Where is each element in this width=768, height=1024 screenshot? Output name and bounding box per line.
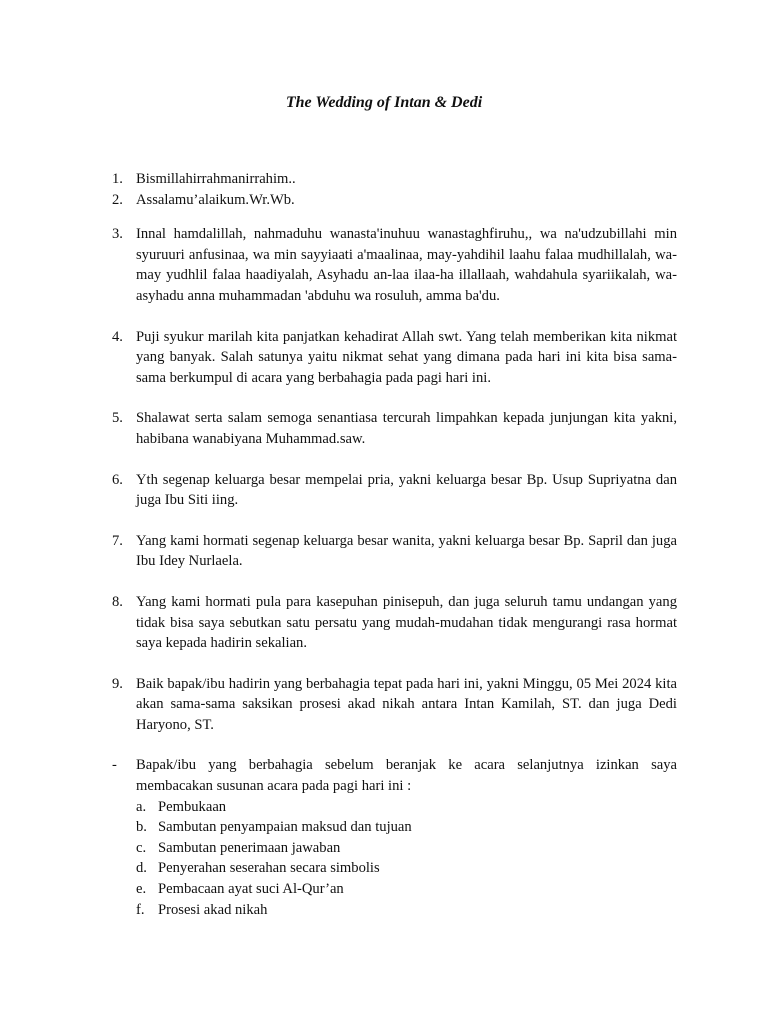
- list-item: [0, 470, 768, 511]
- list-item: [0, 592, 768, 654]
- list-item: [0, 169, 768, 190]
- list-marker: 2.: [112, 191, 123, 208]
- list-marker: 9.: [112, 675, 123, 692]
- agenda-item: [136, 858, 677, 879]
- list-item-text: Bapak/ibu yang berbahagia sebelum beranjak ke acara selanjutnya izinkan saya membacakan susunan acara pada pagi hari ini :: [136, 757, 677, 795]
- list-marker: 1.: [112, 171, 123, 187]
- agenda-marker: e.: [136, 881, 147, 898]
- agenda-item: [136, 879, 677, 900]
- agenda-item-text: Pembacaan ayat suci Al-Qur’an: [158, 881, 344, 898]
- list-item-text: Yang kami hormati segenap keluarga besar wanita, yakni keluarga besar Bp. Sapril dan juga Ibu Idey Nurlaela.: [136, 532, 677, 570]
- list-marker: 6.: [112, 471, 123, 488]
- list-item-text: Baik bapak/ibu hadirin yang berbahagia tepat pada hari ini, yakni Minggu, 05 Mei 2024 kita akan sama-sama saksikan prosesi akad nikah antara Intan Kamilah, ST. dan juga Dedi Haryono, ST.: [136, 675, 677, 733]
- agenda-marker: a.: [136, 798, 147, 815]
- agenda-marker: d.: [136, 860, 147, 877]
- agenda-item: [136, 797, 677, 818]
- numbered-list: [0, 169, 768, 920]
- list-item-text: Yang kami hormati pula para kasepuhan pinisepuh, dan juga seluruh tamu undangan yang tidak bisa saya sebutkan satu persatu yang mudah-mudahan tidak mengurangi rasa hormat saya kepada hadirin sekalian.: [136, 593, 677, 652]
- list-marker: 7.: [112, 532, 123, 549]
- list-item: [0, 674, 768, 736]
- list-marker: -: [112, 757, 117, 774]
- list-item-text: Innal hamdalillah, nahmaduhu wanasta'inuhuu wanastaghfiruhu,, wa na'udzubillahi min syuruuri anfusinaa, wa min sayyiaati a'maalinaa, may-yahdihil laahu falaa mudhillalah, wa-may yudhlil falaa haadiyalah, Asyhadu an-laa ilaa-ha illallaah, wahdahula syariikalah, wa-asyhadu anna muhammadan 'abduhu wa rosuluh, amma ba'du.: [136, 226, 677, 304]
- list-item-text: Bismillahirrahmanirrahim..: [136, 171, 296, 187]
- list-item: [0, 408, 768, 449]
- agenda-item: [136, 900, 677, 921]
- agenda-marker: c.: [136, 839, 147, 856]
- agenda-item-text: Prosesi akad nikah: [158, 901, 268, 918]
- agenda-item: [136, 817, 677, 838]
- agenda-item-text: Sambutan penerimaan jawaban: [158, 839, 341, 856]
- list-item: [0, 190, 768, 211]
- list-marker: 4.: [112, 328, 123, 345]
- list-marker: 3.: [112, 226, 123, 243]
- list-item-text: Shalawat serta salam semoga senantiasa tercurah limpahkan kepada junjungan kita yakni, habibana wanabiyana Muhammad.saw.: [136, 410, 677, 447]
- list-item-text: Assalamu’alaikum.Wr.Wb.: [136, 191, 295, 208]
- list-item: [0, 224, 768, 306]
- list-item-text: Yth segenap keluarga besar mempelai pria, yakni keluarga besar Bp. Usup Supriyatna dan juga Ibu Siti iing.: [136, 471, 677, 509]
- list-item: [0, 531, 768, 572]
- agenda-marker: f.: [136, 901, 145, 918]
- agenda-list: [136, 797, 677, 921]
- list-marker: 5.: [112, 410, 123, 427]
- list-item: [0, 755, 768, 920]
- agenda-item: [136, 838, 677, 859]
- list-marker: 8.: [112, 593, 123, 610]
- agenda-item-text: Penyerahan seserahan secara simbolis: [158, 860, 380, 877]
- agenda-marker: b.: [136, 819, 147, 836]
- list-item-text: Puji syukur marilah kita panjatkan kehadirat Allah swt. Yang telah memberikan kita nikmat yang banyak. Salah satunya yaitu nikmat sehat yang dimana pada hari ini kita bisa sama-sama berkumpul di acara yang berbahagia pada pagi hari ini.: [136, 328, 677, 386]
- document-title: The Wedding of Intan & Dedi: [285, 94, 483, 111]
- agenda-item-text: Sambutan penyampaian maksud dan tujuan: [158, 819, 412, 836]
- agenda-item-text: Pembukaan: [158, 798, 227, 815]
- list-item: [0, 327, 768, 389]
